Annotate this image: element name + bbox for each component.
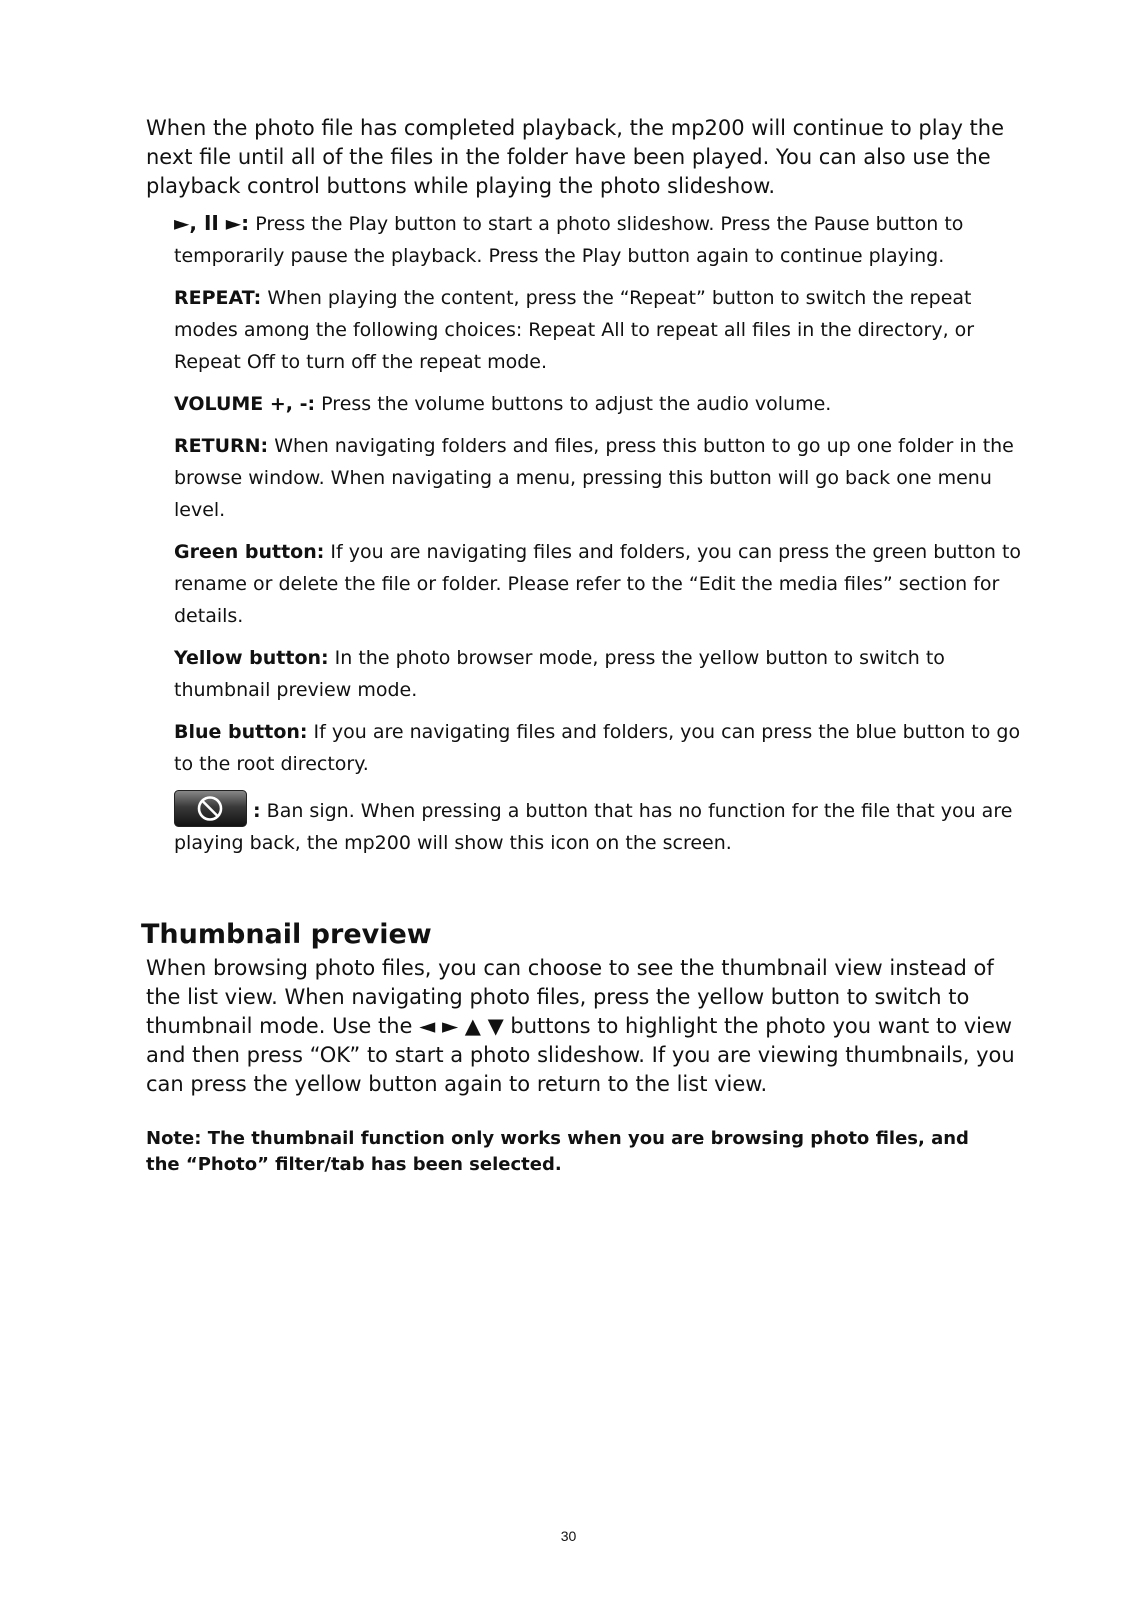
play-pause-item [174, 207, 1030, 272]
thumbnail-preview-heading: Thumbnail preview [141, 919, 432, 950]
ban-sign-colon: : [253, 800, 261, 822]
repeat-label: REPEAT: [174, 287, 262, 309]
thumbnail-note: Note: The thumbnail function only works when you are browsing photo files, and the “Photo” filter/tab has been selected. [146, 1128, 969, 1175]
yellow-button-description: In the photo browser mode, press the yellow button to switch to thumbnail preview mode. [174, 647, 945, 701]
return-label: RETURN: [174, 435, 269, 457]
ban-sign-item [174, 790, 1030, 859]
green-button-description: If you are navigating files and folders, you can press the green button to rename or delete the file or folder. Please refer to the “Edit the media files” section for details. [174, 541, 1022, 627]
volume-item [174, 388, 1030, 420]
thumbnail-preview-paragraph: When browsing photo files, you can choose to see the thumbnail view instead of the list view. When navigating photo files, press the yellow button to switch to thumbnail mode. Use the ◄ ► ▲ ▼ buttons to highlight the photo you want to view and then press “OK” to start a photo slideshow. If you are viewing thumbnails, you can press the yellow button again to return to the list view. [146, 956, 1015, 1096]
ban-sign-description: Ban sign. When pressing a button that has no function for the file that you are playing back, the mp200 will show this icon on the screen. [174, 800, 1013, 854]
blue-button-description: If you are navigating files and folders, you can press the blue button to go to the root directory. [174, 721, 1021, 775]
yellow-button-item [174, 642, 1030, 706]
ban-sign-icon [174, 790, 247, 827]
volume-label: VOLUME +, -: [174, 393, 316, 415]
play-pause-description: Press the Play button to start a photo slideshow. Press the Pause button to temporarily pause the playback. Press the Play button again to continue playing. [174, 213, 964, 267]
volume-description: Press the volume buttons to adjust the audio volume. [321, 393, 832, 415]
blue-button-item [174, 716, 1030, 780]
page-number: 30 [560, 1528, 577, 1544]
blue-button-label: Blue button: [174, 721, 308, 743]
return-description: When navigating folders and files, press this button to go up one folder in the browse window. When navigating a menu, pressing this button will go back one menu level. [174, 435, 1014, 521]
control-button-list [174, 207, 1030, 869]
repeat-description: When playing the content, press the “Repeat” button to switch the repeat modes among the following choices: Repeat All to repeat all files in the directory, or Repeat Off to turn off the repeat mode. [174, 287, 975, 373]
return-item [174, 430, 1030, 526]
play-pause-symbols: ►, II ►: [174, 211, 250, 235]
repeat-item [174, 282, 1030, 378]
green-button-label: Green button: [174, 541, 325, 563]
intro-paragraph: When the photo file has completed playback, the mp200 will continue to play the next file until all of the files in the folder have been played. You can also use the playback control buttons while playing the photo slideshow. [146, 116, 1005, 198]
yellow-button-label: Yellow button: [174, 647, 329, 669]
green-button-item [174, 536, 1030, 632]
